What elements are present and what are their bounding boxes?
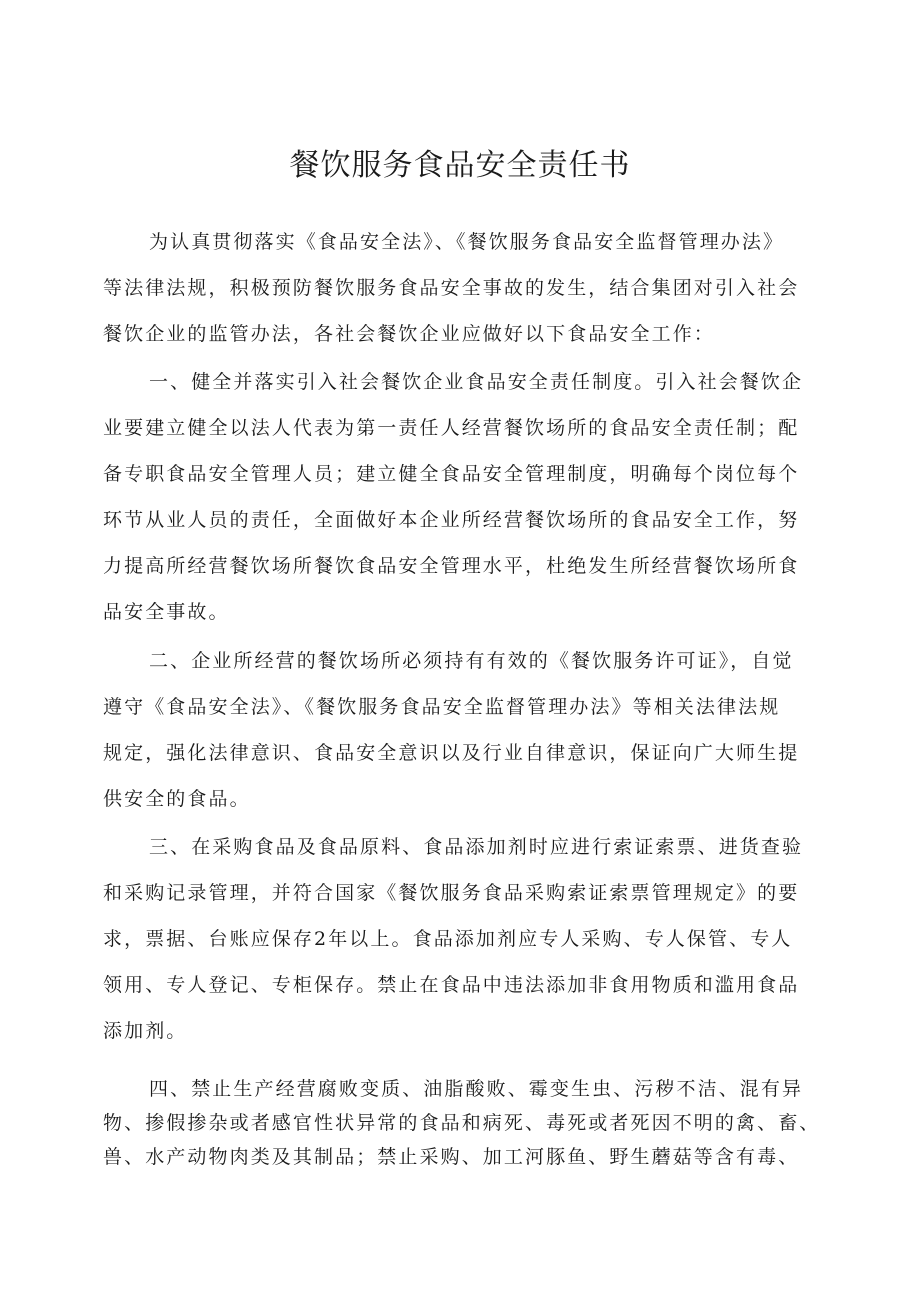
paragraph-line: 品安全事故。 [103,601,230,623]
paragraph-line: 求，票据、台账应保存2年以上。食品添加剂应专人采购、专人保管、专人 [103,928,793,950]
document-title: 餐饮服务食品安全责任书 [289,148,631,183]
paragraph-line: 三、在采购食品及食品原料、食品添加剂时应进行索证索票、进货查验 [149,836,804,858]
paragraph-line: 领用、专人登记、专柜保存。禁止在食品中违法添加非食用物质和滥用食品 [103,974,800,996]
paragraph-line: 为认真贯彻落实《食品安全法》、《餐饮服务食品安全监督管理办法》 [149,231,785,253]
clause-2-paragraph [103,638,818,822]
paragraph-line: 遵守《食品安全法》、《餐饮服务食品安全监督管理办法》等相关法律法规 [103,696,781,718]
paragraph-line: 物、掺假掺杂或者感官性状异常的食品和病死、毒死或者死因不明的禽、畜、 [103,1112,821,1134]
paragraph-line: 兽、水产动物肉类及其制品；禁止采购、加工河豚鱼、野生蘑菇等含有毒、 [103,1146,800,1168]
paragraph-line: 和采购记录管理，并符合国家《餐饮服务食品采购索证索票管理规定》的要 [103,882,800,904]
paragraph-line: 添加剂。 [103,1020,188,1042]
paragraph-line: 环节从业人员的责任，全面做好本企业所经营餐饮场所的食品安全工作，努 [103,509,800,531]
paragraph-line: 供安全的食品。 [103,788,251,810]
paragraph-line: 等法律法规，积极预防餐饮服务食品安全事故的发生，结合集团对引入社会 [103,277,800,299]
paragraph-line: 备专职食品安全管理人员；建立健全食品安全管理制度，明确每个岗位每个 [103,463,800,485]
paragraph-line: 餐饮企业的监管办法，各社会餐饮企业应做好以下食品安全工作： [103,323,715,345]
clause-1-paragraph [103,359,818,635]
paragraph-line: 四、禁止生产经营腐败变质、油脂酸败、霉变生虫、污秽不洁、混有异 [149,1078,804,1100]
paragraph-line: 规定，强化法律意识、食品安全意识以及行业自律意识，保证向广大师生提 [103,742,800,764]
intro-paragraph [103,219,818,357]
paragraph-line: 业要建立健全以法人代表为第一责任人经营餐饮场所的食品安全责任制；配 [103,417,800,439]
clause-4-paragraph [103,1072,821,1174]
clause-3-paragraph [103,824,818,1054]
paragraph-line: 力提高所经营餐饮场所餐饮食品安全管理水平，杜绝发生所经营餐饮场所食 [103,555,800,577]
paragraph-line: 一、健全并落实引入社会餐饮企业食品安全责任制度。引入社会餐饮企 [149,371,804,393]
paragraph-line: 二、企业所经营的餐饮场所必须持有有效的《餐饮服务许可证》，自觉 [149,650,794,672]
